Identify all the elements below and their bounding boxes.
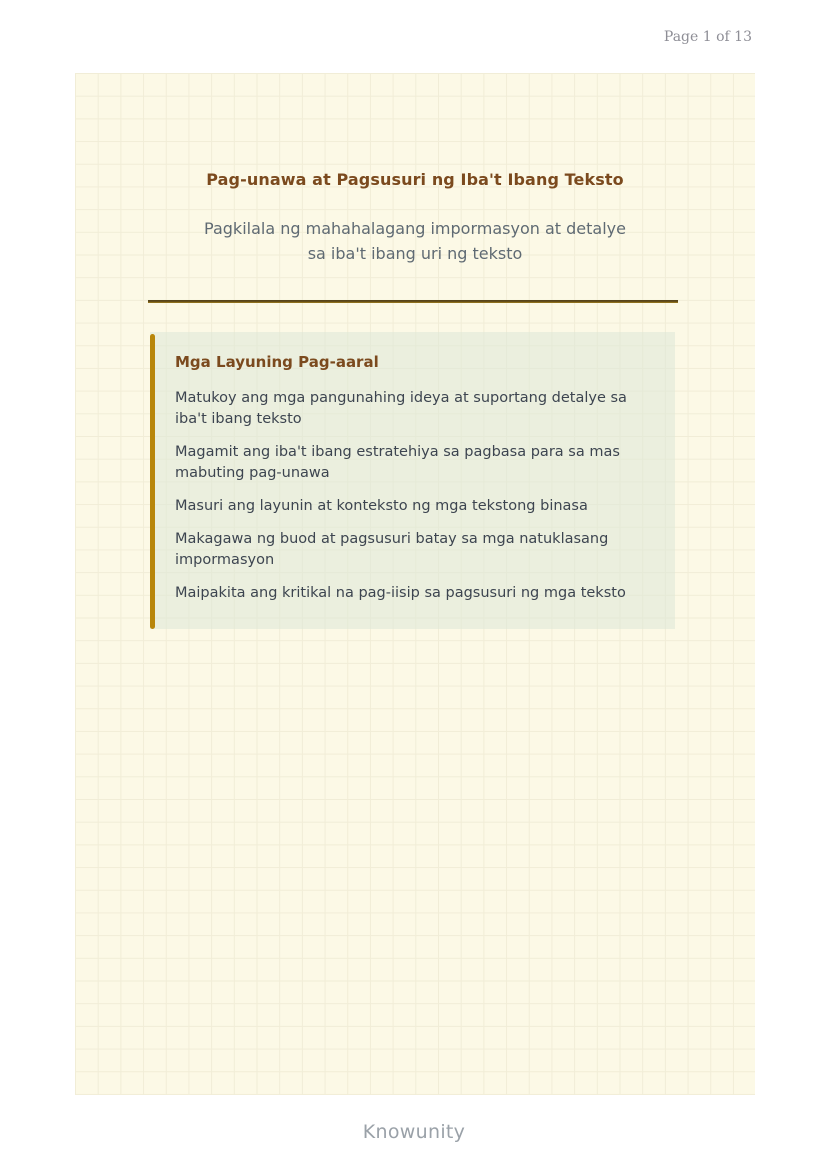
objectives-heading: Mga Layuning Pag-aaral [175,353,379,371]
accent-bar [150,334,155,629]
objective-item: Matukoy ang mga pangunahing ideya at suportang detalye sa iba't ibang teksto [175,390,627,427]
objectives-box [150,332,675,629]
divider [148,300,678,303]
page-subtitle-line-1: Pagkilala ng mahahalagang impormasyon at detalye [204,219,626,238]
page-subtitle [75,216,755,266]
notebook-paper [75,73,755,1095]
page-number: Page 1 of 13 [663,29,752,45]
objective-item: Magamit ang iba't ibang estratehiya sa pagbasa para sa mas mabuting pag-unawa [175,444,620,481]
objective-item: Masuri ang layunin at konteksto ng mga tekstong binasa [175,498,588,514]
footer-brand: Knowunity [362,1121,466,1143]
page-subtitle-line-2: sa iba't ibang uri ng teksto [307,244,523,263]
page-title: Pag-unawa at Pagsusuri ng Iba't Ibang Teksto [206,170,624,189]
objective-item: Makagawa ng buod at pagsusuri batay sa mga natuklasang impormasyon [175,531,609,568]
objective-item: Maipakita ang kritikal na pag-iisip sa pagsusuri ng mga teksto [175,585,626,601]
